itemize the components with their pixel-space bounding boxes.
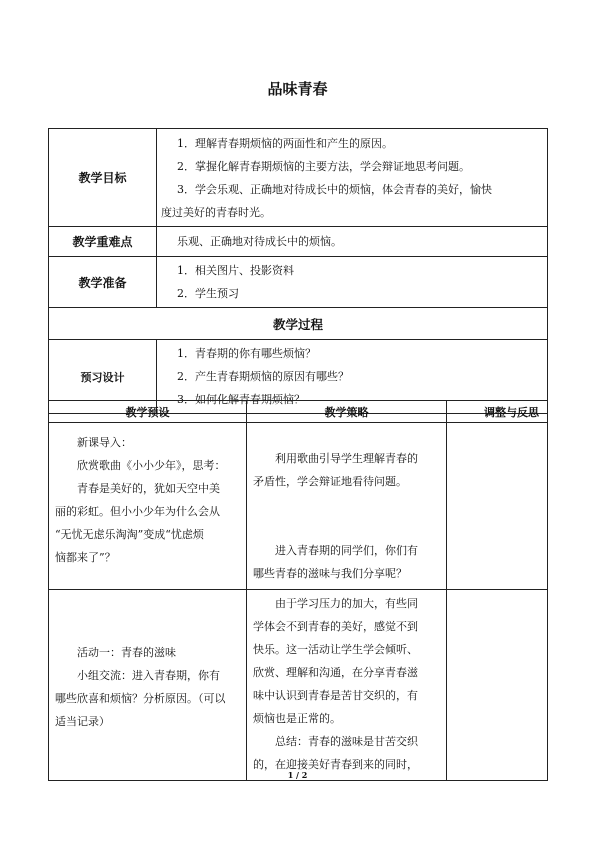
intro-reflection-cell <box>447 423 548 590</box>
process-title-row <box>49 308 548 340</box>
activity-line: 小组交流：进入青春期，你有 <box>77 669 220 682</box>
objective-item: 1．理解青春期烦恼的两面性和产生的原因。 <box>177 136 393 150</box>
page-title: 品味青春 <box>267 80 328 98</box>
activity-reflection-cell <box>447 590 548 781</box>
activity-line: 活动一：青春的滋味 <box>77 646 176 659</box>
key-points-text: 乐观、正确地对待成长中的烦恼。 <box>177 235 342 248</box>
strategy-line: 味中认识到青春是苦甘交织的，有 <box>253 689 418 702</box>
strategy-line: 进入青春期的同学们，你们有 <box>275 544 418 557</box>
strategy-line: 欣赏、理解和沟通，在分享青春滋 <box>253 666 418 679</box>
lesson-plan-table <box>48 128 548 414</box>
objectives-row <box>49 129 548 227</box>
intro-strategy-cell <box>247 423 447 590</box>
intro-line: 新课导入： <box>77 436 132 449</box>
intro-line: 恼都来了”？ <box>55 551 116 564</box>
strategy-line: 学体会不到青春的美好，感觉不到 <box>253 620 418 633</box>
preview-item: 2．产生青春期烦恼的原因有哪些？ <box>177 370 349 383</box>
preview-label: 预习设计 <box>49 340 157 414</box>
intro-line: “无忧无虑乐淘淘”变成“忧虑烦 <box>55 528 204 541</box>
strategy-line: 烦恼也是正常的。 <box>253 712 341 725</box>
preparation-item: 1．相关图片、投影资料 <box>177 264 294 277</box>
preview-item: 3．如何化解青春期烦恼？ <box>177 393 305 406</box>
objectives-content <box>157 129 548 227</box>
preparation-item: 2．学生预习 <box>177 287 239 300</box>
strategy-line: 由于学习压力的加大，有些同 <box>275 597 418 610</box>
objective-item: 度过美好的青春时光。 <box>161 205 271 219</box>
objectives-label: 教学目标 <box>49 129 157 227</box>
strategy-line: 矛盾性，学会辩证地看待问题。 <box>253 475 407 488</box>
intro-presets-cell <box>49 423 247 590</box>
activity-strategy-cell <box>247 590 447 781</box>
activity-line: 适当记录） <box>55 715 110 728</box>
strategy-line: 的，在迎接美好青春到来的同时， <box>253 758 418 771</box>
activity-line: 哪些欣喜和烦恼？分析原因。（可以 <box>55 692 226 705</box>
preview-item: 1．青春期的你有哪些烦恼？ <box>177 347 316 360</box>
column-header-presets: 教学预设 <box>49 401 247 423</box>
intro-line: 青春是美好的，犹如天空中美 <box>77 482 220 495</box>
objective-item: 3．学会乐观、正确地对待成长中的烦恼，体会青春的美好，愉快 <box>177 182 492 196</box>
key-points-content <box>157 227 548 257</box>
strategy-line: 利用歌曲引导学生理解青春的 <box>275 452 418 465</box>
key-points-label: 教学重难点 <box>49 227 157 257</box>
column-header-reflection: 调整与反思 <box>447 401 548 423</box>
strategy-line: 快乐。这一活动让学生学会倾听、 <box>253 643 418 656</box>
intro-line: 丽的彩虹。但小小少年为什么会从 <box>55 505 220 518</box>
page-number: 1 / 2 <box>287 770 308 780</box>
preparation-label: 教学准备 <box>49 257 157 308</box>
intro-line: 欣赏歌曲《小小少年》，思考： <box>77 459 226 472</box>
strategy-line: 哪些青春的滋味与我们分享呢？ <box>253 567 407 580</box>
objective-item: 2．掌握化解青春期烦恼的主要方法，学会辩证地思考问题。 <box>177 159 470 173</box>
column-header-strategy: 教学策略 <box>247 401 447 423</box>
intro-row <box>49 423 548 590</box>
activity-row <box>49 590 548 781</box>
process-table <box>48 400 548 781</box>
strategy-line: 总结：青春的滋味是甘苦交织 <box>275 735 418 748</box>
key-points-row <box>49 227 548 257</box>
process-title: 教学过程 <box>49 308 548 340</box>
preparation-content <box>157 257 548 308</box>
column-header-row <box>49 401 548 423</box>
activity-presets-cell <box>49 590 247 781</box>
preparation-row <box>49 257 548 308</box>
